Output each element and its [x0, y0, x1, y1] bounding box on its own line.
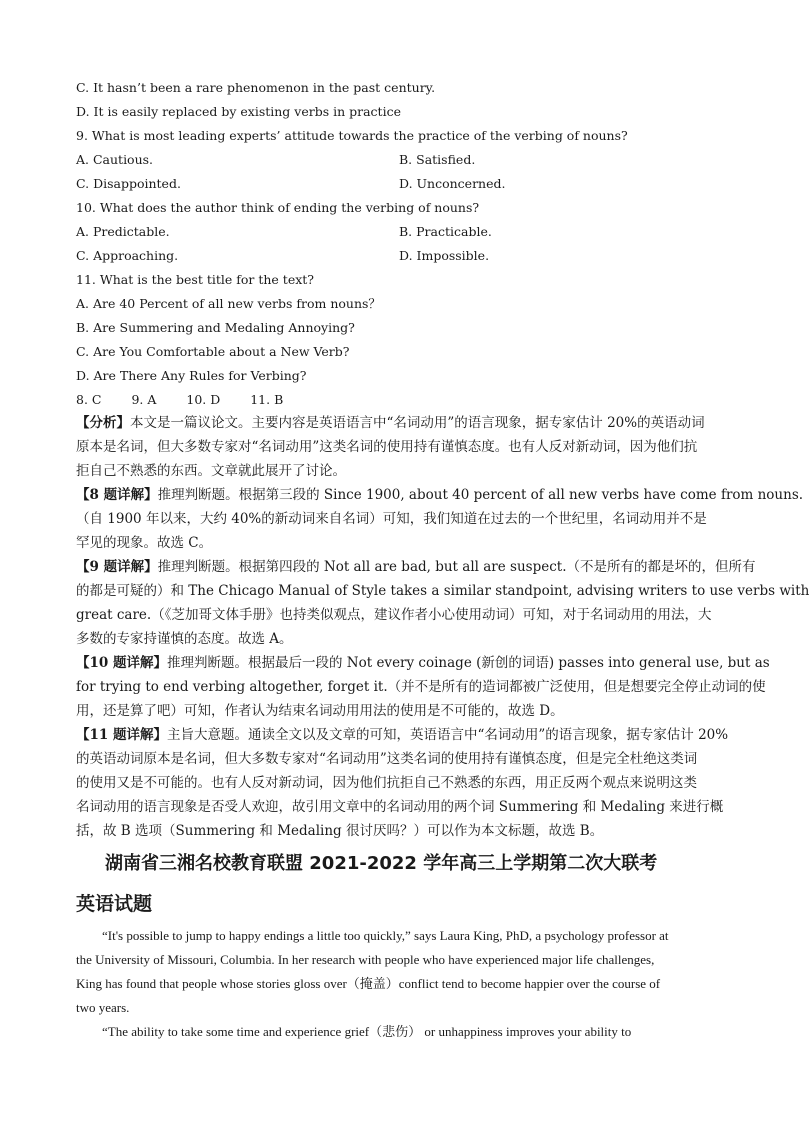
q9-option-d: D. Unconcerned.	[399, 176, 506, 191]
q9-option-a: A. Cautious.	[76, 152, 154, 167]
analysis-line-2: 原本是名词，但大多数专家对“名词动用”这类名词的使用持有谨慎态度。也有人反对新动词，因为他们抗	[76, 439, 698, 455]
q10-option-d: D. Impossible.	[399, 248, 490, 263]
passage-p1-line-3: King has found that people whose stories gloss over（掩盖）conflict tend to become happier over the course of	[76, 976, 661, 991]
explain11-line-3: 的使用又是不可能的。也有人反对新动词，因为他们抗拒自己不熟悉的东西，用正反两个观点来说明这类	[76, 775, 697, 791]
passage-p1-line-4: two years.	[76, 1000, 130, 1015]
exam-subject: 英语试题	[76, 893, 153, 915]
q9-option-b: B. Satisfied.	[399, 152, 476, 167]
explain9-line-4: 多数的专家持谨慎的态度。故选 A。	[76, 631, 293, 647]
q10-options-row-2	[76, 248, 722, 264]
analysis-line-1: 【分析】本文是一篇议论文。主要内容是英语语言中“名词动用”的语言现象，据专家估计 20%的英语动词	[76, 415, 705, 431]
q11-stem: 11. What is the best title for the text?	[76, 272, 314, 287]
explain10-line-2: for trying to end verbing altogether, forget it.（并不是所有的造词都被广泛使用，但是想要完全停止动词的使	[76, 679, 766, 695]
explain10-tag: 【10 题详解】	[76, 655, 167, 671]
q11-option-a: A. Are 40 Percent of all new verbs from nouns？	[76, 296, 381, 311]
q11-option-b: B. Are Summering and Medaling Annoying?	[76, 320, 355, 335]
passage-p1-line-2: the University of Missouri, Columbia. In her research with people who have experienced major life challenges,	[76, 952, 655, 967]
explain8-tag: 【8 题详解】	[76, 487, 158, 503]
explain10-line-3: 用，还是算了吧）可知，作者认为结束名词动用用法的使用是不可能的，故选 D。	[76, 703, 564, 719]
explain11-line-4: 名词动用的语言现象是否受人欢迎，故引用文章中的名词动用的两个词 Summering 和 Medaling 来进行概	[76, 799, 724, 815]
answer-10: 10. D	[186, 392, 221, 407]
answer-8: 8. C	[76, 392, 102, 407]
passage-p1-line-1: “It's possible to jump to happy endings a little too quickly,” says Laura King, PhD, a psychology professor at	[102, 928, 669, 943]
explain9-tag: 【9 题详解】	[76, 559, 158, 575]
explain11-tag: 【11 题详解】	[76, 727, 167, 743]
explain11-line-2: 的英语动词原本是名词，但大多数专家对“名词动用”这类名词的使用持有谨慎态度，但是完全杜绝这类词	[76, 751, 698, 767]
explain9-line-1: 【9 题详解】推理判断题。根据第四段的 Not all are bad, but all are suspect.（不是所有的都是坏的，但所有	[76, 559, 756, 575]
passage-p2-line-1: “The ability to take some time and experience grief（悲伤） or unhappiness improves your ability to	[102, 1024, 632, 1039]
q11-option-d: D. Are There Any Rules for Verbing?	[76, 368, 307, 383]
explain8-line-1: 【8 题详解】推理判断题。根据第三段的 Since 1900, about 40 percent of all new verbs have come from nouns.	[76, 487, 804, 503]
q10-option-c: C. Approaching.	[76, 248, 179, 263]
explain8-line-2: （自 1900 年以来，大约 40%的新动词来自名词）可知，我们知道在过去的一个世纪里，名词动用并不是	[76, 511, 707, 527]
explain8-line-3: 罕见的现象。故选 C。	[76, 535, 213, 551]
answer-key	[76, 392, 722, 408]
q10-option-b: B. Practicable.	[399, 224, 492, 239]
answer-11: 11. B	[250, 392, 284, 407]
explain9-line-2: 的都是可疑的）和 The Chicago Manual of Style takes a similar standpoint, advising writers to use verbs with	[76, 583, 809, 599]
q8-option-d: D. It is easily replaced by existing verbs in practice	[76, 104, 401, 119]
explain9-line-3: great care.（《芝加哥文体手册》也持类似观点，建议作者小心使用动词）可知，对于名词动用的用法，大	[76, 607, 712, 623]
q9-options-row-2	[76, 176, 722, 192]
analysis-line-3: 拒自己不熟悉的东西。文章就此展开了讨论。	[76, 463, 346, 479]
q9-stem: 9. What is most leading experts’ attitude towards the practice of the verbing of nouns?	[76, 128, 628, 143]
explain11-line-1: 【11 题详解】主旨大意题。通读全文以及文章的可知，英语语言中“名词动用”的语言现象，据专家估计 20%	[76, 727, 729, 743]
explain10-line-1: 【10 题详解】推理判断题。根据最后一段的 Not every coinage (新创的词语) passes into general use, but as	[76, 655, 770, 671]
answer-9: 9. A	[131, 392, 157, 407]
q9-options-row-1	[76, 152, 722, 168]
q11-option-c: C. Are You Comfortable about a New Verb?	[76, 344, 350, 359]
q8-option-c: C. It hasn’t been a rare phenomenon in the past century.	[76, 80, 436, 95]
exam-title: 湖南省三湘名校教育联盟 2021-2022 学年高三上学期第二次大联考	[105, 853, 658, 874]
q10-option-a: A. Predictable.	[76, 224, 170, 239]
explain11-line-5: 括，故 B 选项（Summering 和 Medaling 很讨厌吗？）可以作为本文标题，故选 B。	[76, 823, 604, 839]
analysis-tag: 【分析】	[76, 415, 130, 431]
q10-stem: 10. What does the author think of ending the verbing of nouns?	[76, 200, 480, 215]
q10-options-row-1	[76, 224, 722, 240]
q9-option-c: C. Disappointed.	[76, 176, 181, 191]
